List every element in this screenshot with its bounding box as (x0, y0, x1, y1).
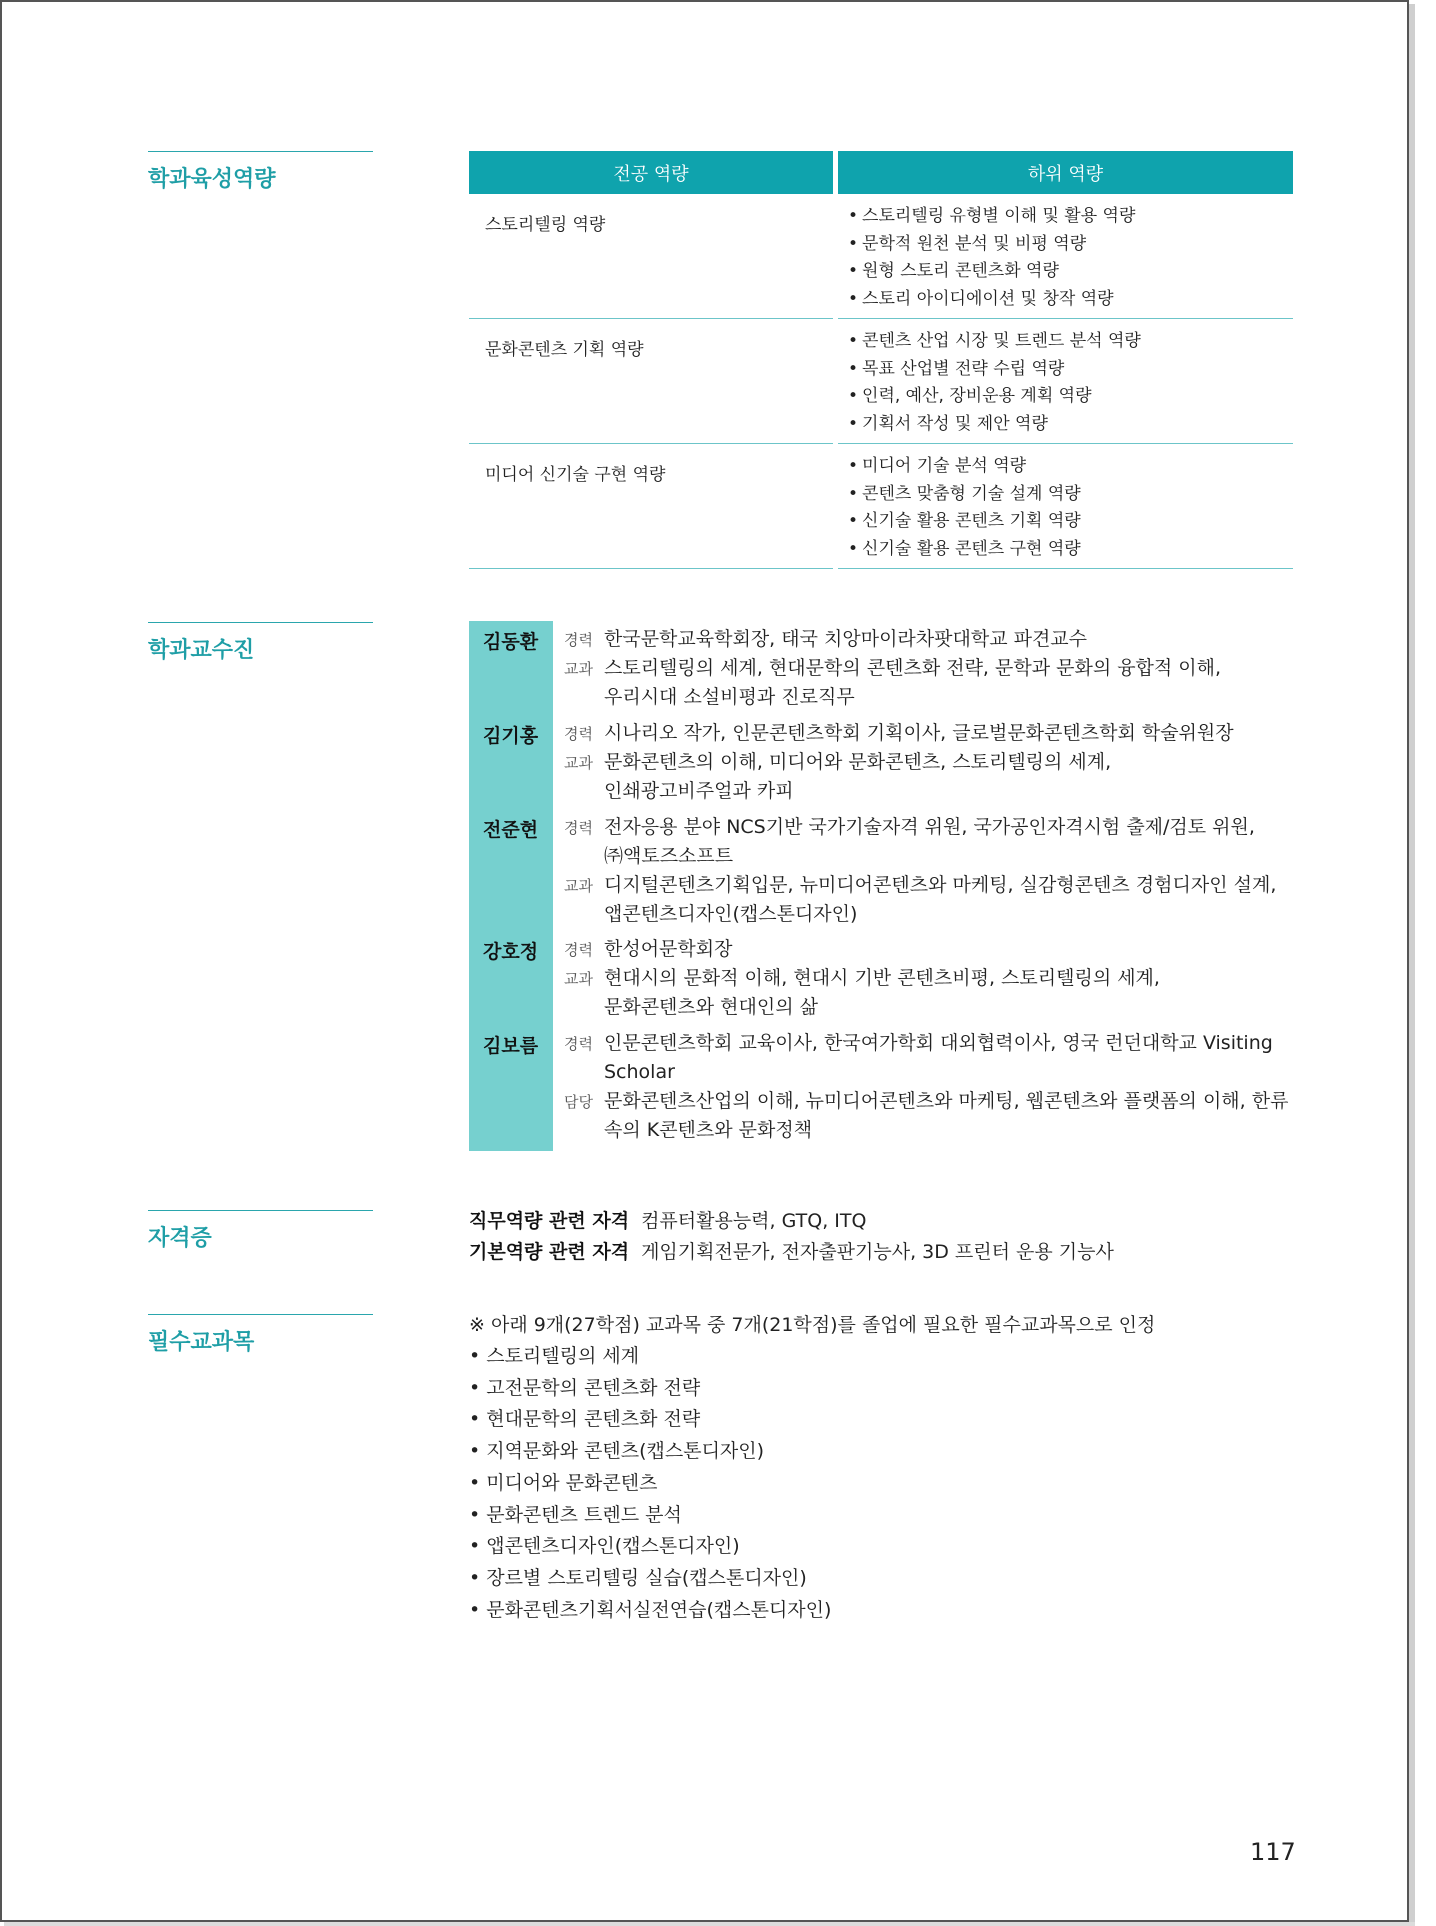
table-row (469, 319, 1293, 444)
faculty-name: 김동환 (483, 631, 539, 653)
list-item: • 인력, 예산, 장비운용 계획 역량 (848, 383, 1293, 411)
faculty-courses: 교과 디지털콘텐츠기획입문, 뉴미디어콘텐츠와 마케팅, 실감형콘텐츠 경험디자인 설계, (564, 874, 1277, 896)
sub-competencies (838, 194, 1293, 319)
page-shadow (1409, 4, 1415, 1922)
section-title-required: 필수교과목 (148, 1314, 373, 1356)
faculty-career: 경력 전자응용 분야 NCS기반 국가기술자격 위원, 국가공인자격시험 출제/검토 위원, (564, 816, 1255, 838)
header-sub-competency: 하위 역량 (838, 151, 1293, 194)
faculty-name: 전준현 (483, 819, 539, 841)
faculty-career: 경력 인문콘텐츠학회 교육이사, 한국여가학회 대외협력이사, 영국 런던대학교 Visiting (564, 1032, 1273, 1054)
list-item: • 신기술 활용 콘텐츠 구현 역량 (848, 536, 1293, 564)
faculty-courses-cont: 문화콘텐츠와 현대인의 삶 (604, 996, 818, 1018)
faculty-name: 강호정 (483, 941, 539, 963)
faculty-courses: 담당 문화콘텐츠산업의 이해, 뉴미디어콘텐츠와 마케팅, 웹콘텐츠와 플랫폼의 이해, 한류 (564, 1090, 1289, 1112)
list-item: • 문학적 원천 분석 및 비평 역량 (848, 231, 1293, 259)
table-header (469, 151, 1293, 194)
faculty-courses: 교과 스토리텔링의 세계, 현대문학의 콘텐츠화 전략, 문학과 문화의 융합적 이해, (564, 657, 1222, 679)
faculty-courses-cont: 우리시대 소설비평과 진로직무 (604, 686, 855, 708)
faculty-courses-cont: 속의 K콘텐츠와 문화정책 (604, 1119, 813, 1141)
required-courses (469, 1309, 1155, 1626)
table-row (469, 194, 1293, 319)
faculty-courses: 교과 문화콘텐츠의 이해, 미디어와 문화콘텐츠, 스토리텔링의 세계, (564, 751, 1112, 773)
table-row (469, 444, 1293, 569)
certificates-list (469, 1206, 1114, 1268)
faculty-career: 경력 한국문학교육학회장, 태국 치앙마이라차팟대학교 파견교수 (564, 628, 1088, 650)
faculty-career-cont: Scholar (604, 1061, 675, 1083)
major-competency: 미디어 신기술 구현 역량 (469, 444, 833, 569)
list-item: • 지역문화와 콘텐츠(캡스톤디자인) (469, 1436, 1155, 1468)
list-item: • 스토리 아이디에이션 및 창작 역량 (848, 286, 1293, 314)
sub-competencies (838, 319, 1293, 444)
faculty-career: 경력 시나리오 작가, 인문콘텐츠학회 기획이사, 글로벌문화콘텐츠학회 학술위원장 (564, 722, 1234, 744)
faculty-courses: 교과 현대시의 문화적 이해, 현대시 기반 콘텐츠비평, 스토리텔링의 세계, (564, 967, 1160, 989)
faculty-name: 김보름 (483, 1035, 539, 1057)
faculty-career: 경력 한성어문학회장 (564, 938, 733, 960)
faculty-courses-cont: 인쇄광고비주얼과 카피 (604, 780, 794, 802)
list-item: • 문화콘텐츠 트렌드 분석 (469, 1500, 1155, 1532)
header-major-competency: 전공 역량 (469, 151, 833, 194)
page-shadow (4, 1922, 1415, 1926)
cert-item: 기본역량 관련 자격 게임기획전문가, 전자출판기능사, 3D 프린터 운용 기능사 (469, 1241, 1114, 1263)
major-competency: 문화콘텐츠 기획 역량 (469, 319, 833, 444)
cert-item: 직무역량 관련 자격 컴퓨터활용능력, GTQ, ITQ (469, 1210, 867, 1232)
list-item: • 콘텐츠 산업 시장 및 트렌드 분석 역량 (848, 328, 1293, 356)
list-item: • 스토리텔링 유형별 이해 및 활용 역량 (848, 203, 1293, 231)
list-item: • 미디어 기술 분석 역량 (848, 453, 1293, 481)
section-title-certificates: 자격증 (148, 1210, 373, 1252)
required-note: ※ 아래 9개(27학점) 교과목 중 7개(21학점)를 졸업에 필요한 필수교과목으로 인정 (469, 1314, 1156, 1336)
competency-table (469, 151, 1293, 569)
faculty-name-bar (469, 621, 553, 1151)
list-item: • 앱콘텐츠디자인(캡스톤디자인) (469, 1531, 1155, 1563)
list-item: • 현대문학의 콘텐츠화 전략 (469, 1404, 1155, 1436)
page-number: 117 (1250, 1838, 1296, 1866)
list-item: • 기획서 작성 및 제안 역량 (848, 411, 1293, 439)
faculty-courses-cont: 앱콘텐츠디자인(캡스톤디자인) (604, 903, 858, 925)
list-item: • 미디어와 문화콘텐츠 (469, 1468, 1155, 1500)
section-title-competency: 학과육성역량 (148, 151, 373, 193)
list-item: • 장르별 스토리텔링 실습(캡스톤디자인) (469, 1563, 1155, 1595)
sub-competencies (838, 444, 1293, 569)
list-item: • 신기술 활용 콘텐츠 기획 역량 (848, 508, 1293, 536)
major-competency: 스토리텔링 역량 (469, 194, 833, 319)
faculty-name: 김기홍 (483, 725, 539, 747)
list-item: • 목표 산업별 전략 수립 역량 (848, 356, 1293, 384)
list-item: • 콘텐츠 맞춤형 기술 설계 역량 (848, 481, 1293, 509)
list-item: • 원형 스토리 콘텐츠화 역량 (848, 258, 1293, 286)
list-item: • 고전문학의 콘텐츠화 전략 (469, 1373, 1155, 1405)
list-item: • 스토리텔링의 세계 (469, 1341, 1155, 1373)
section-title-faculty: 학과교수진 (148, 622, 373, 664)
faculty-career-cont: ㈜액토즈소프트 (604, 845, 734, 867)
list-item: • 문화콘텐츠기획서실전연습(캡스톤디자인) (469, 1595, 1155, 1627)
